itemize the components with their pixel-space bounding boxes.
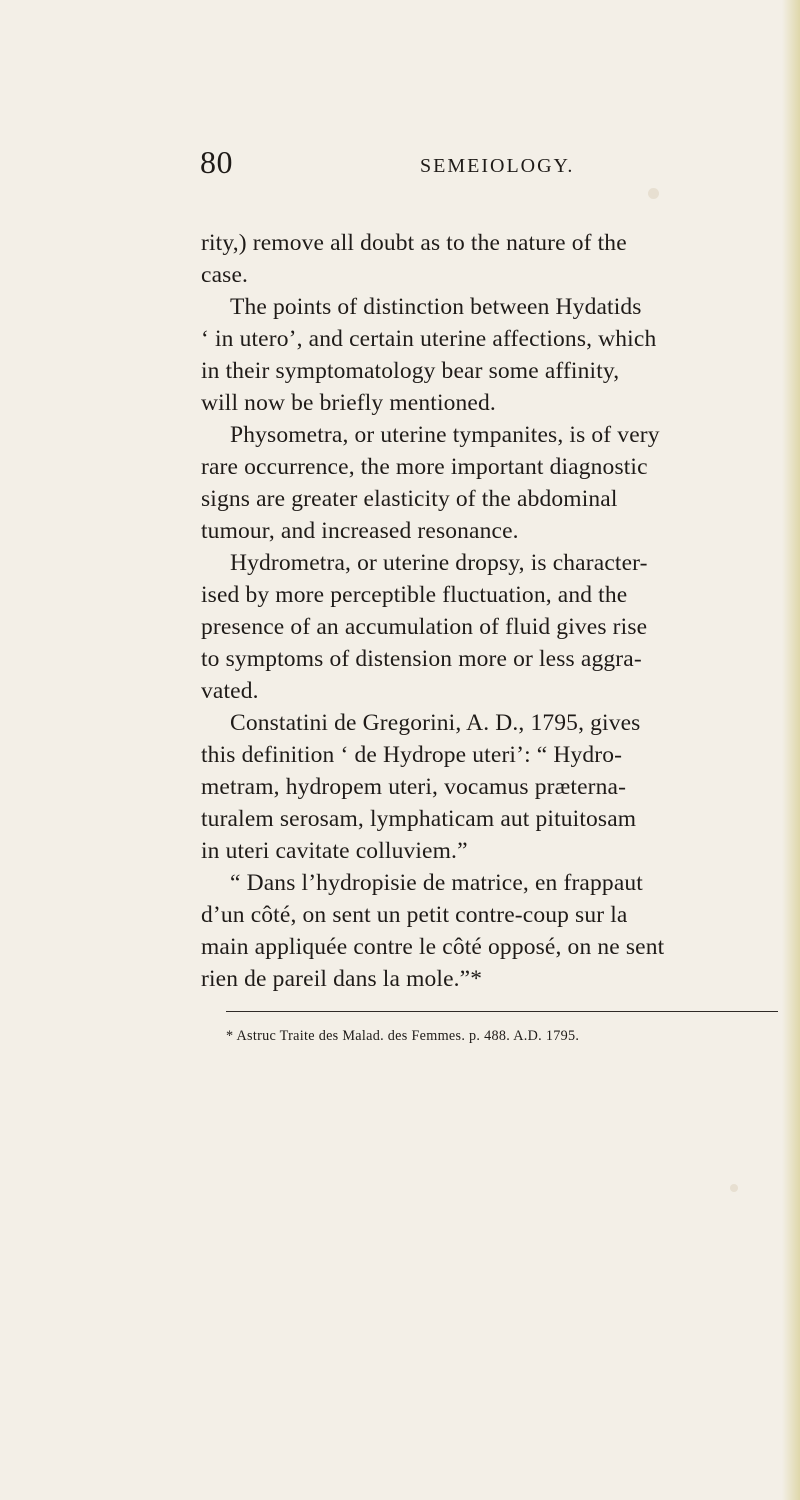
text-line: The points of distinction between Hydatids <box>230 294 642 320</box>
text-line: signs are greater elasticity of the abdominal <box>201 486 618 512</box>
running-head: SEMEIOLOGY. <box>420 155 575 177</box>
text-line: in their symptomatology bear some affinity, <box>201 358 620 384</box>
text-line: rien de pareil dans la mole.”* <box>201 966 483 992</box>
text-line: ised by more perceptible fluctuation, and the <box>201 582 628 608</box>
text-line: to symptoms of distension more or less aggra- <box>201 646 642 672</box>
text-line: in uteri cavitate colluviem.” <box>201 838 468 864</box>
footnote: * Astruc Traite des Malad. des Femmes. p. 488. A.D. 1795. <box>226 1028 580 1044</box>
text-line: rity,) remove all doubt as to the nature of the <box>201 230 627 256</box>
text-line: tumour, and increased resonance. <box>201 518 519 544</box>
text-line: turalem serosam, lymphaticam aut pituitosam <box>201 806 637 832</box>
text-line: ‘ in utero’, and certain uterine affections, which <box>201 326 657 352</box>
text-line: rare occurrence, the more important diagnostic <box>201 454 648 480</box>
text-line: Constatini de Gregorini, A. D., 1795, gives <box>230 710 641 736</box>
text-line: vated. <box>201 678 259 704</box>
text-line: Hydrometra, or uterine dropsy, is character- <box>230 550 648 576</box>
text-line: “ Dans l’hydropisie de matrice, en frappaut <box>230 870 643 896</box>
text-line: Physometra, or uterine tympanites, is of very <box>230 422 660 448</box>
text-line: will now be briefly mentioned. <box>201 390 496 416</box>
page-number: 80 <box>200 144 233 180</box>
text-line: main appliquée contre le côté opposé, on ne sent <box>201 934 665 960</box>
text-line: metram, hydropem uteri, vocamus præterna- <box>201 774 627 800</box>
text-line: presence of an accumulation of fluid gives rise <box>201 614 648 640</box>
footnote-rule <box>226 1011 778 1012</box>
text-line: case. <box>201 262 249 288</box>
text-line: d’un côté, on sent un petit contre-coup sur la <box>201 902 628 928</box>
text-line: this definition ‘ de Hydrope uteri’: “ Hydro- <box>201 742 623 768</box>
